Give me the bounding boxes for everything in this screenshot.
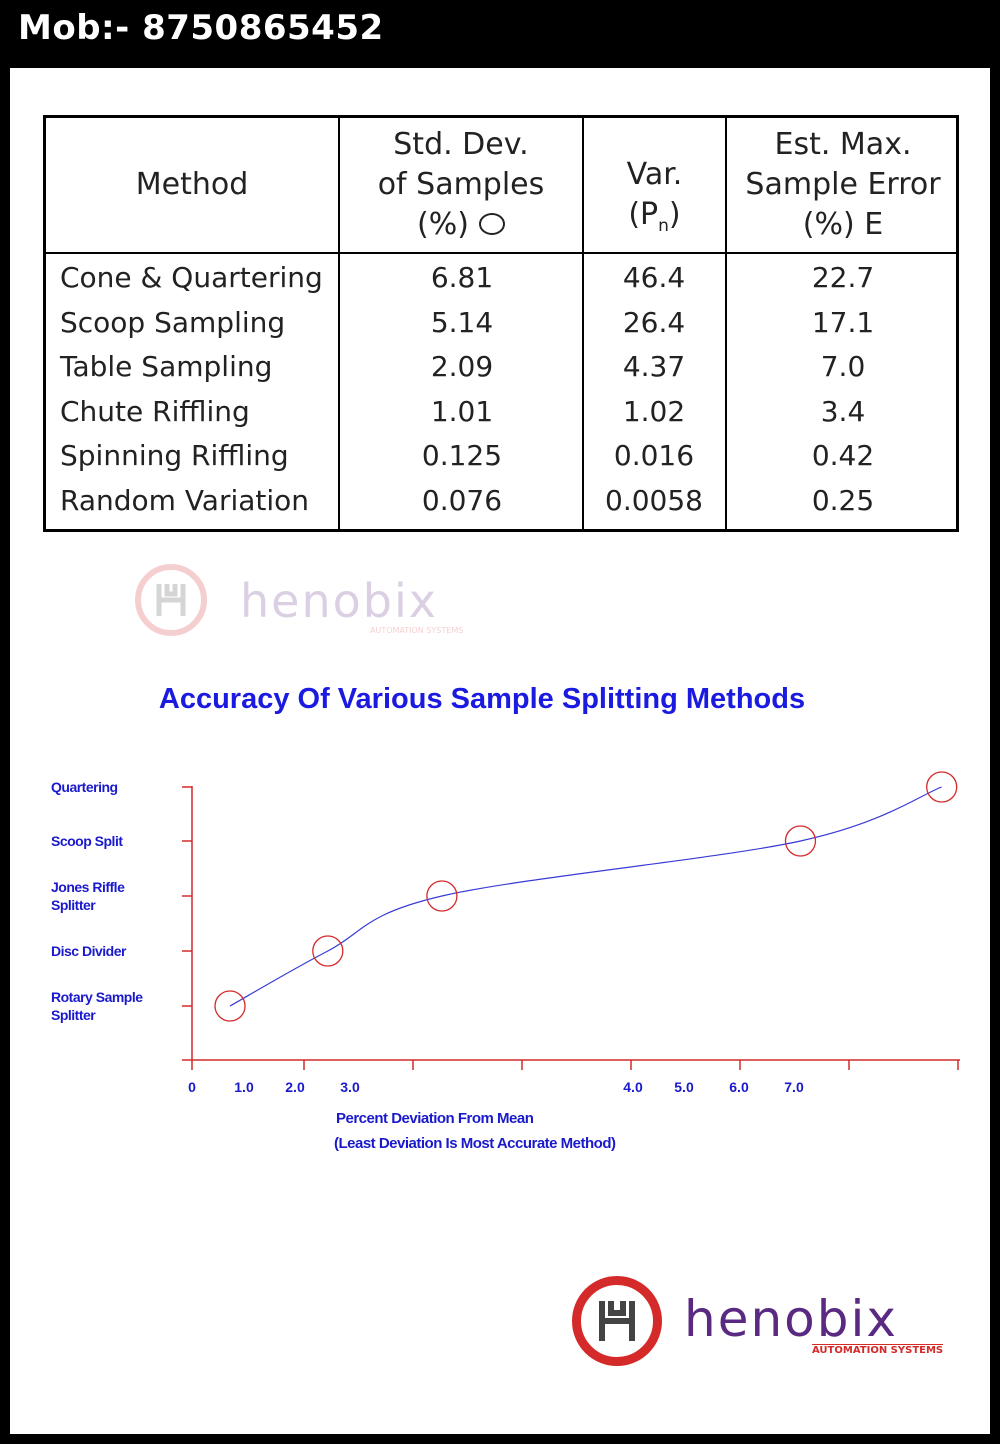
y-tick-label: Splitter [51,1007,96,1023]
logo-mark-icon [572,1276,662,1366]
x-tick-labels [188,1079,804,1095]
header-error: Est. Max. Sample Error (%) E [745,127,941,242]
table-row: Table Sampling 2.09 4.37 7.0 [60,350,866,383]
y-tick-label: Splitter [51,897,96,913]
data-points [215,772,957,1021]
y-tick-label: Rotary Sample [51,989,143,1005]
y-tick-label: Quartering [51,779,118,795]
header-var: Var. $(P_n)$ [626,157,683,236]
logo-tagline: AUTOMATION SYSTEMS [812,1345,944,1356]
x-tick-label: 0 [188,1079,196,1095]
table-row: Random Variation 0.076 0.0058 0.25 [60,483,875,517]
y-tick-label: Disc Divider [51,943,126,959]
header-std-dev: Std. Dev. of Samples (%) [377,127,545,242]
x-axis-note: (Least Deviation Is Most Accurate Method) [334,1135,616,1152]
logo-wordmark: henobix [684,1290,898,1348]
x-ticks [192,1060,958,1070]
mobile-number: Mob:- 8750865452 [18,8,384,48]
sigma-icon [479,213,505,235]
y-tick-labels [51,779,143,1023]
table-row: Chute Riffling 1.01 1.02 3.4 [60,394,866,428]
x-tick-label: 7.0 [784,1079,804,1095]
comparison-table [43,115,959,532]
x-tick-label: 4.0 [623,1079,643,1095]
header-method: Method [135,167,249,202]
x-axis-label: Percent Deviation From Mean [336,1110,534,1127]
chart-axes [192,786,960,1060]
x-tick-label: 1.0 [234,1079,254,1095]
table-row: Cone & Quartering 6.81 46.4 22.7 [60,261,875,294]
logo-tagline: AUTOMATION SYSTEMS [370,626,464,635]
chart-title: Accuracy Of Various Sample Splitting Methods [158,683,806,715]
table-row: Scoop Sampling 5.14 26.4 17.1 [60,305,875,339]
y-tick-label: Jones Riffle [51,879,125,895]
henobix-watermark-logo [135,562,515,652]
series-line [230,787,942,1006]
x-tick-label: 6.0 [729,1079,749,1095]
x-tick-label: 3.0 [340,1079,360,1095]
henobix-logo [572,1276,952,1368]
x-tick-label: 5.0 [674,1079,694,1095]
logo-wordmark: henobix [240,574,438,628]
y-tick-label: Scoop Split [51,833,123,849]
accuracy-chart [0,660,1000,1180]
x-tick-label: 2.0 [285,1079,305,1095]
header-bar [0,0,1000,68]
logo-mark-icon [135,564,207,636]
y-ticks [182,787,192,1060]
table-row: Spinning Riffling 0.125 0.016 0.42 [60,439,875,472]
